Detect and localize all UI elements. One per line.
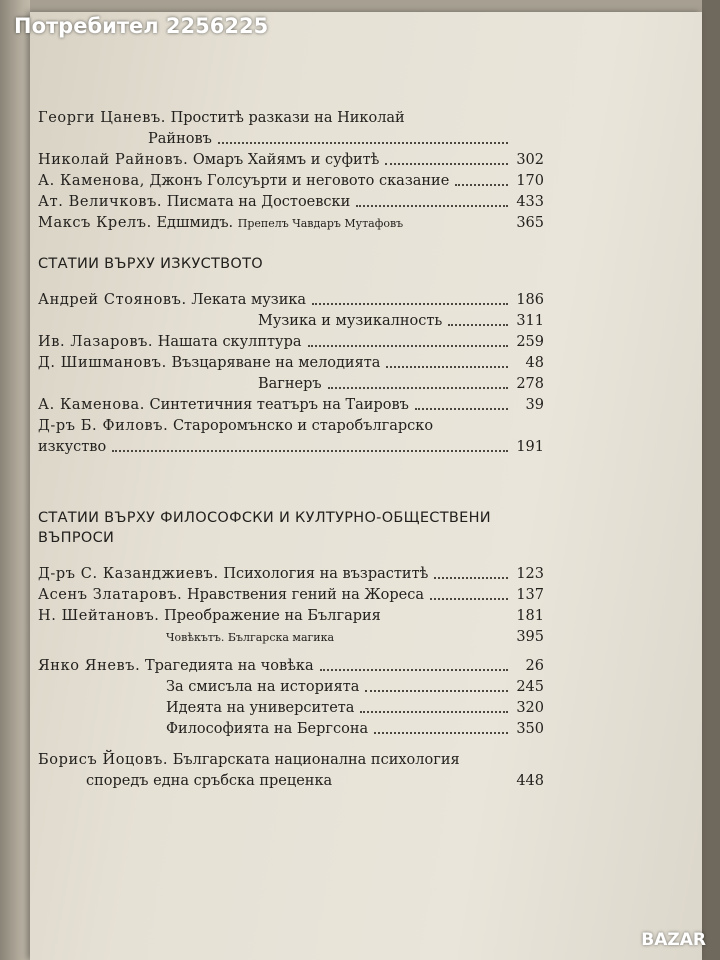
entry-author: Асенъ Златаровъ. (38, 587, 183, 603)
section-heading-line: ВЪПРОСИ (38, 530, 115, 546)
toc-entry-continuation (38, 129, 544, 150)
entry-author: Андрей Стояновъ. (38, 292, 187, 308)
toc-entry (38, 698, 544, 719)
entry-page: 186 (516, 292, 544, 308)
entry-author: Д-ръ Б. Филовъ. (38, 418, 169, 434)
toc-entry (38, 192, 544, 213)
dot-leader (112, 450, 508, 452)
entry-page: 259 (516, 334, 544, 350)
entry-author: А. Каменова. (38, 397, 145, 413)
entry-title: Възцаряване на мелодията (171, 355, 381, 371)
entry-author: Янко Яневъ. (38, 658, 141, 674)
dot-leader (374, 732, 508, 734)
entry-author: А. Каменова, (38, 173, 145, 189)
entry-title: Нашата скулптура (157, 334, 302, 350)
dot-leader (312, 303, 508, 305)
toc-entry (38, 150, 544, 171)
entry-page: 433 (516, 194, 544, 210)
entry-author: Ат. Величковъ. (38, 194, 163, 210)
entry-author: Д-ръ С. Казанджиевъ. (38, 566, 219, 582)
entry-title: Едшмидъ. (156, 215, 234, 231)
entry-title: Нравствения гений на Жореса (186, 587, 425, 603)
bazar-logo: BAZAR (641, 930, 706, 950)
entry-title: Проститѣ разкази на Николай (170, 110, 405, 126)
table-of-contents (38, 108, 544, 792)
dot-leader (338, 784, 508, 786)
entry-title: Преображение на България (164, 608, 381, 624)
entry-page: 191 (516, 439, 544, 455)
entry-title: Идеята на университета (166, 700, 355, 716)
toc-entry (38, 353, 544, 374)
dot-leader (409, 226, 508, 228)
entry-title: Омаръ Хайямъ и суфитѣ (192, 152, 380, 168)
entry-page: 123 (516, 566, 544, 582)
entry-page: 448 (516, 773, 544, 789)
entry-page: 181 (516, 608, 544, 624)
entry-title: Вагнеръ (258, 376, 322, 392)
section-heading: СТАТИИ ВЪРХУ ИЗКУСТВОТО (38, 256, 263, 272)
entry-author: Борисъ Йоцовъ. (38, 752, 169, 768)
dot-leader (415, 408, 508, 410)
entry-page: 170 (516, 173, 544, 189)
entry-title: Трагедията на човѣка (144, 658, 314, 674)
dot-leader (387, 619, 508, 621)
section-heading (38, 510, 544, 546)
entry-title-continued: Райновъ (148, 131, 212, 147)
entry-page: 26 (525, 658, 544, 674)
dot-leader (308, 345, 508, 347)
toc-entry (38, 627, 544, 648)
dot-leader (356, 205, 508, 207)
dot-leader (340, 640, 508, 642)
toc-entry (38, 108, 544, 129)
toc-entry (38, 416, 544, 437)
toc-entry (38, 656, 544, 677)
username-watermark: Потребител 2256225 (14, 14, 269, 38)
entry-author: Н. Шейтановъ. (38, 608, 160, 624)
entry-author: Георги Цаневъ. (38, 110, 166, 126)
entry-author: Д. Шишмановъ. (38, 355, 167, 371)
toc-entry (38, 606, 544, 627)
entry-author: Ив. Лазаровъ. (38, 334, 154, 350)
toc-entry (38, 311, 544, 332)
entry-page: 350 (516, 721, 544, 737)
entry-title: Психология на възраститѣ (223, 566, 429, 582)
section-heading-line: СТАТИИ ВЪРХУ ФИЛОСОФСКИ И КУЛТУРНО-ОБЩЕСТВЕНИ (38, 510, 491, 526)
entry-page: 395 (516, 629, 544, 645)
entry-translator: Препелъ Чавдаръ Мутафовъ (237, 217, 404, 230)
entry-page: 311 (516, 313, 544, 329)
entry-title-continued: изкуство (38, 439, 107, 455)
toc-entry (38, 374, 544, 395)
entry-page: 48 (525, 355, 544, 371)
entry-page: 320 (516, 700, 544, 716)
toc-entry-continuation (38, 437, 544, 458)
dot-leader (386, 366, 508, 368)
dot-leader (385, 163, 508, 165)
dot-leader (365, 690, 508, 692)
dot-leader (430, 598, 508, 600)
dot-leader (320, 669, 508, 671)
entry-title: Музика и музикалность (258, 313, 443, 329)
entry-title: Джонъ Голсуърти и неговото сказание (149, 173, 450, 189)
toc-entry-continuation (38, 771, 544, 792)
entry-page: 137 (516, 587, 544, 603)
toc-entry (38, 564, 544, 585)
entry-page: 39 (525, 397, 544, 413)
toc-entry (38, 395, 544, 416)
toc-entry (38, 213, 544, 234)
entry-title: Човѣкътъ. Българска магика (166, 631, 335, 644)
entry-title: Българската национална психология (172, 752, 460, 768)
entry-title: За смисъла на историята (166, 679, 360, 695)
dot-leader (455, 184, 508, 186)
entry-title-continued: споредъ една сръбска преценка (86, 773, 333, 789)
entry-page: 365 (516, 215, 544, 231)
entry-author: Максъ Крелъ. (38, 215, 152, 231)
entry-author: Николай Райновъ. (38, 152, 189, 168)
entry-page: 278 (516, 376, 544, 392)
entry-title: Писмата на Достоевски (166, 194, 351, 210)
dot-leader (328, 387, 508, 389)
dot-leader (218, 142, 508, 144)
toc-entry (38, 171, 544, 192)
toc-entry (38, 677, 544, 698)
toc-entry (38, 585, 544, 606)
toc-entry (38, 719, 544, 740)
entry-title: Староромънско и старобългарско (172, 418, 434, 434)
entry-title: Философията на Бергсона (166, 721, 369, 737)
toc-entry (38, 750, 544, 771)
toc-entry (38, 332, 544, 353)
dot-leader (360, 711, 508, 713)
entry-page: 245 (516, 679, 544, 695)
toc-entry (38, 290, 544, 311)
dot-leader (448, 324, 508, 326)
dot-leader (434, 577, 508, 579)
entry-title: Леката музика (191, 292, 307, 308)
entry-page: 302 (516, 152, 544, 168)
entry-title: Синтетичния театъръ на Таировъ (149, 397, 409, 413)
